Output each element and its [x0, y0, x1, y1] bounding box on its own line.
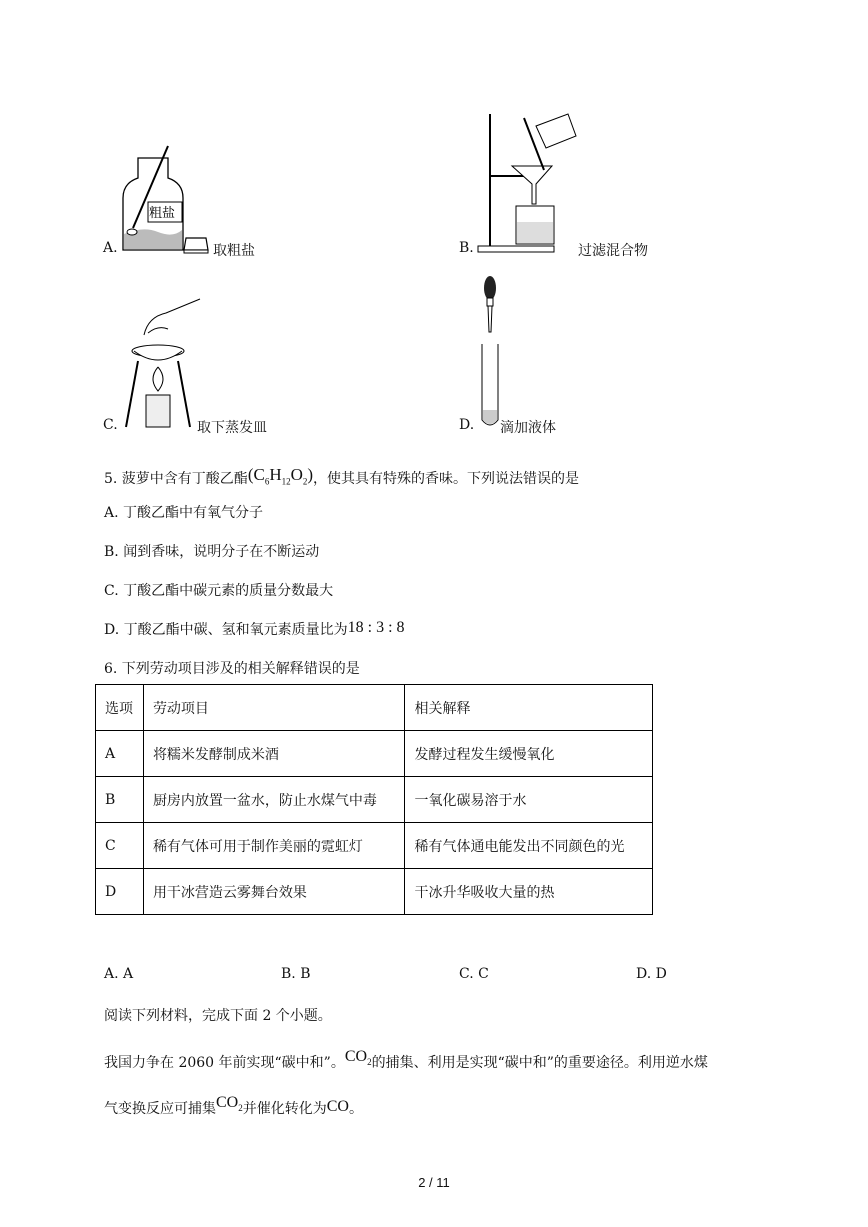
q5-option-c: C. 丁酸乙酯中碳元素的质量分数最大 [104, 583, 334, 599]
option-b-label: 过滤混合物 [578, 243, 648, 259]
table-row [96, 823, 653, 869]
option-a-figure [118, 138, 218, 260]
mass-ratio: 18 : 3 : 8 [347, 619, 405, 636]
option-d-label: 滴加液体 [500, 420, 556, 436]
option-d-figure [476, 274, 506, 432]
table-header-row [96, 685, 653, 731]
q5-option-d: D. 丁酸乙酯中碳、氢和氧元素质量比为18 : 3 : 8 [104, 619, 405, 638]
option-a-letter: A. [103, 240, 118, 256]
table-row [96, 731, 653, 777]
option-b-letter: B. [459, 240, 474, 256]
formula-co2: $CO_2$ [216, 1094, 243, 1114]
q6-answer-c: C. C [459, 966, 489, 982]
option-a-label: 取粗盐 [213, 243, 255, 259]
option-d-letter: D. [459, 417, 475, 433]
table-cell: A [96, 731, 144, 777]
table-header-cell: 劳动项目 [143, 685, 405, 731]
reading-intro: 阅读下列材料，完成下面 2 个小题。 [104, 1008, 332, 1024]
option-b-figure [474, 108, 584, 256]
table-header-cell: 相关解释 [405, 685, 653, 731]
table-cell: B [96, 777, 144, 823]
table-cell: C [96, 823, 144, 869]
table-cell: 稀有气体可用于制作美丽的霓虹灯 [143, 823, 405, 869]
table-cell: 用干冰营造云雾舞台效果 [143, 869, 405, 915]
table-cell: 一氧化碳易溶于水 [405, 777, 653, 823]
page-number: 2 / 11 [418, 1175, 450, 1190]
q5-stem: 5. 菠萝中含有丁酸乙酯$(C_6H_{12}O_2)$，使其具有特殊的香味。下列说法错误的是 [104, 465, 580, 487]
formula-co2: $CO_2$ [344, 1048, 372, 1068]
q6-answer-d: D. D [636, 966, 667, 982]
bottle-label: 粗盐 [149, 206, 176, 221]
option-c-label: 取下蒸发皿 [197, 420, 267, 436]
table-cell: D [96, 869, 144, 915]
q5-option-a: A. 丁酸乙酯中有氧气分子 [104, 505, 264, 521]
table-cell: 稀有气体通电能发出不同颜色的光 [405, 823, 653, 869]
table-cell: 厨房内放置一盆水，防止水煤气中毒 [143, 777, 405, 823]
table-cell: 将糯米发酵制成米酒 [143, 731, 405, 777]
table-row [96, 777, 653, 823]
formula-c6h12o2: $(C_6H_{12}O_2)$ [247, 465, 314, 487]
table-cell: 干冰升华吸收大量的热 [405, 869, 653, 915]
reading-paragraph-line-2: 气变换反应可捕集$CO_2$并催化转化为CO。 [104, 1094, 363, 1117]
table-cell: 发酵过程发生缓慢氧化 [405, 731, 653, 777]
q6-table [95, 684, 653, 915]
table-row [96, 869, 653, 915]
option-c-letter: C. [103, 417, 118, 433]
q6-answer-b: B. B [281, 966, 311, 982]
formula-co: CO [326, 1098, 349, 1115]
q5-option-b: B. 闻到香味，说明分子在不断运动 [104, 544, 320, 560]
table-header-cell: 选项 [96, 685, 144, 731]
q6-answer-a: A. A [104, 966, 134, 982]
q6-stem: 6. 下列劳动项目涉及的相关解释错误的是 [104, 661, 360, 677]
option-c-figure [118, 295, 208, 435]
reading-paragraph-line-1: 我国力争在 2060 年前实现“碳中和”。$CO_2$的捕集、利用是实现“碳中和”的重要途径。利用逆水煤 [104, 1048, 708, 1071]
